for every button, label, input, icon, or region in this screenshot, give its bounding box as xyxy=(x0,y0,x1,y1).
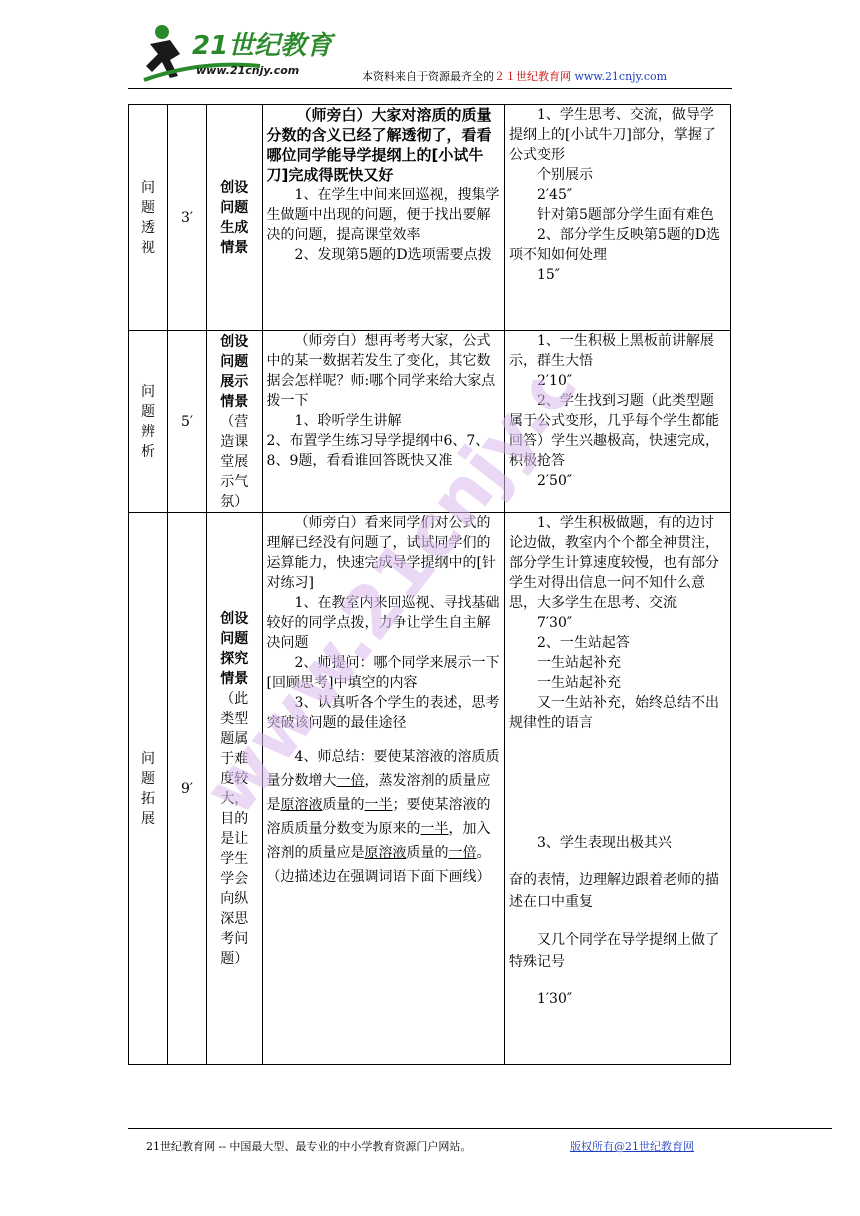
student-activity-cell: 1、学生积极做题，有的边讨论边做，教室内个个都全神贯注，部分学生计算速度较慢，也有部分学生对得出信息一问不知什么意思，大多学生在思考、交流 7′30″ 2、一生站起答 一生站起补充 一生站起补充 又一生站补充，始终总结不出规律性的语言 3、学生表现出极其兴 奋的表情，边理解边跟着老师的描述在口中重复 又几个同学在导学提纲上做了特殊记号 1′30″ xyxy=(504,513,730,1065)
situation-cell: 创设 问题 生成 情景 xyxy=(207,105,262,331)
logo-url: www.21cnjy.com xyxy=(196,64,300,77)
stage-cell: 问 题 辨 析 xyxy=(129,331,168,513)
header-note-url[interactable]: www.21cnjy.com xyxy=(574,70,668,83)
footer-divider xyxy=(128,1128,832,1129)
teacher-activity-cell: （师旁白）看来同学们对公式的理解已经没有问题了，试试同学们的运算能力，快速完成导学提纲中的[针对练习] 1、在教室内来回巡视、寻找基础较好的同学点拨，力争让学生自主解决问题 2、师提问：哪个同学来展示一下[回顾思考]中填空的内容 3、认真听各个学生的表述，思考突破该问题的最佳途径 4、师总结：要使某溶液的溶质质量分数增大一倍，蒸发溶剂的质量应是原溶液质量的一半；要使某溶液的溶质质量分数变为原来的一半，加入溶剂的质量应是原溶液质量的一倍。（边描述边在强调词语下面下画线） xyxy=(262,513,504,1065)
header-note-site[interactable]: ２１世纪教育网 xyxy=(494,70,571,83)
page-header xyxy=(0,0,860,100)
stage-cell: 问 题 拓 展 xyxy=(129,513,168,1065)
header-divider xyxy=(128,88,732,89)
header-note-prefix: 本资料来自于资源最齐全的 xyxy=(362,70,494,83)
header-note xyxy=(362,68,667,84)
table-row xyxy=(129,513,731,1065)
time-cell: 3′ xyxy=(168,105,207,331)
time-cell: 5′ xyxy=(168,331,207,513)
table-row xyxy=(129,105,731,331)
page-footer xyxy=(146,1138,694,1154)
footer-text: 21世纪教育网 -- 中国最大型、最专业的中小学教育资源门户网站。 xyxy=(146,1140,472,1153)
site-logo xyxy=(140,20,340,90)
teacher-activity-cell: （师旁白）想再考考大家，公式中的某一数据若发生了变化，其它数据会怎样呢？师:哪个同学来给大家点拨一下 1、聆听学生讲解 2、布置学生练习导学提纲中6、7、8、9题，看看谁回答既快又准 xyxy=(262,331,504,513)
table-row xyxy=(129,331,731,513)
footer-copyright-link[interactable]: 版权所有@21世纪教育网 xyxy=(570,1140,694,1153)
watermark-text: www.21cnjy.com xyxy=(200,380,620,831)
stage-cell: 问 题 透 视 xyxy=(129,105,168,331)
situation-cell: 创设 问题 展示 情景 （营 造课 堂展 示气 氛） xyxy=(207,331,262,513)
time-cell: 9′ xyxy=(168,513,207,1065)
student-activity-cell: 1、学生思考、交流，做导学提纲上的[小试牛刀]部分，掌握了公式变形 个别展示 2′45″ 针对第5题部分学生面有难色 2、部分学生反映第5题的D选项不知如何处理 15″ xyxy=(504,105,730,331)
student-activity-cell: 1、一生积极上黑板前讲解展示，群生大悟 2′10″ 2、学生找到习题（此类型题属于公式变形，几乎每个学生都能回答）学生兴趣极高，快速完成，积极抢答 2′50″ xyxy=(504,331,730,513)
teacher-activity-cell: （师旁白）大家对溶质的质量分数的含义已经了解透彻了，看看哪位同学能导学提纲上的[小试牛刀]完成得既快又好 1、在学生中间来回巡视，搜集学生做题中出现的问题，便于找出要解决的问题，提高课堂效率 2、发现第5题的D选项需要点拨 xyxy=(262,105,504,331)
logo-text: 21世纪教育 xyxy=(192,31,333,61)
lesson-table xyxy=(128,104,731,1065)
situation-cell: 创设 问题 探究 情景 （此 类型 题属 于难 度较 大， 目的 是让 学生 学会 向纵 深思 考问 题） xyxy=(207,513,262,1065)
runner-logo-icon xyxy=(140,20,340,90)
